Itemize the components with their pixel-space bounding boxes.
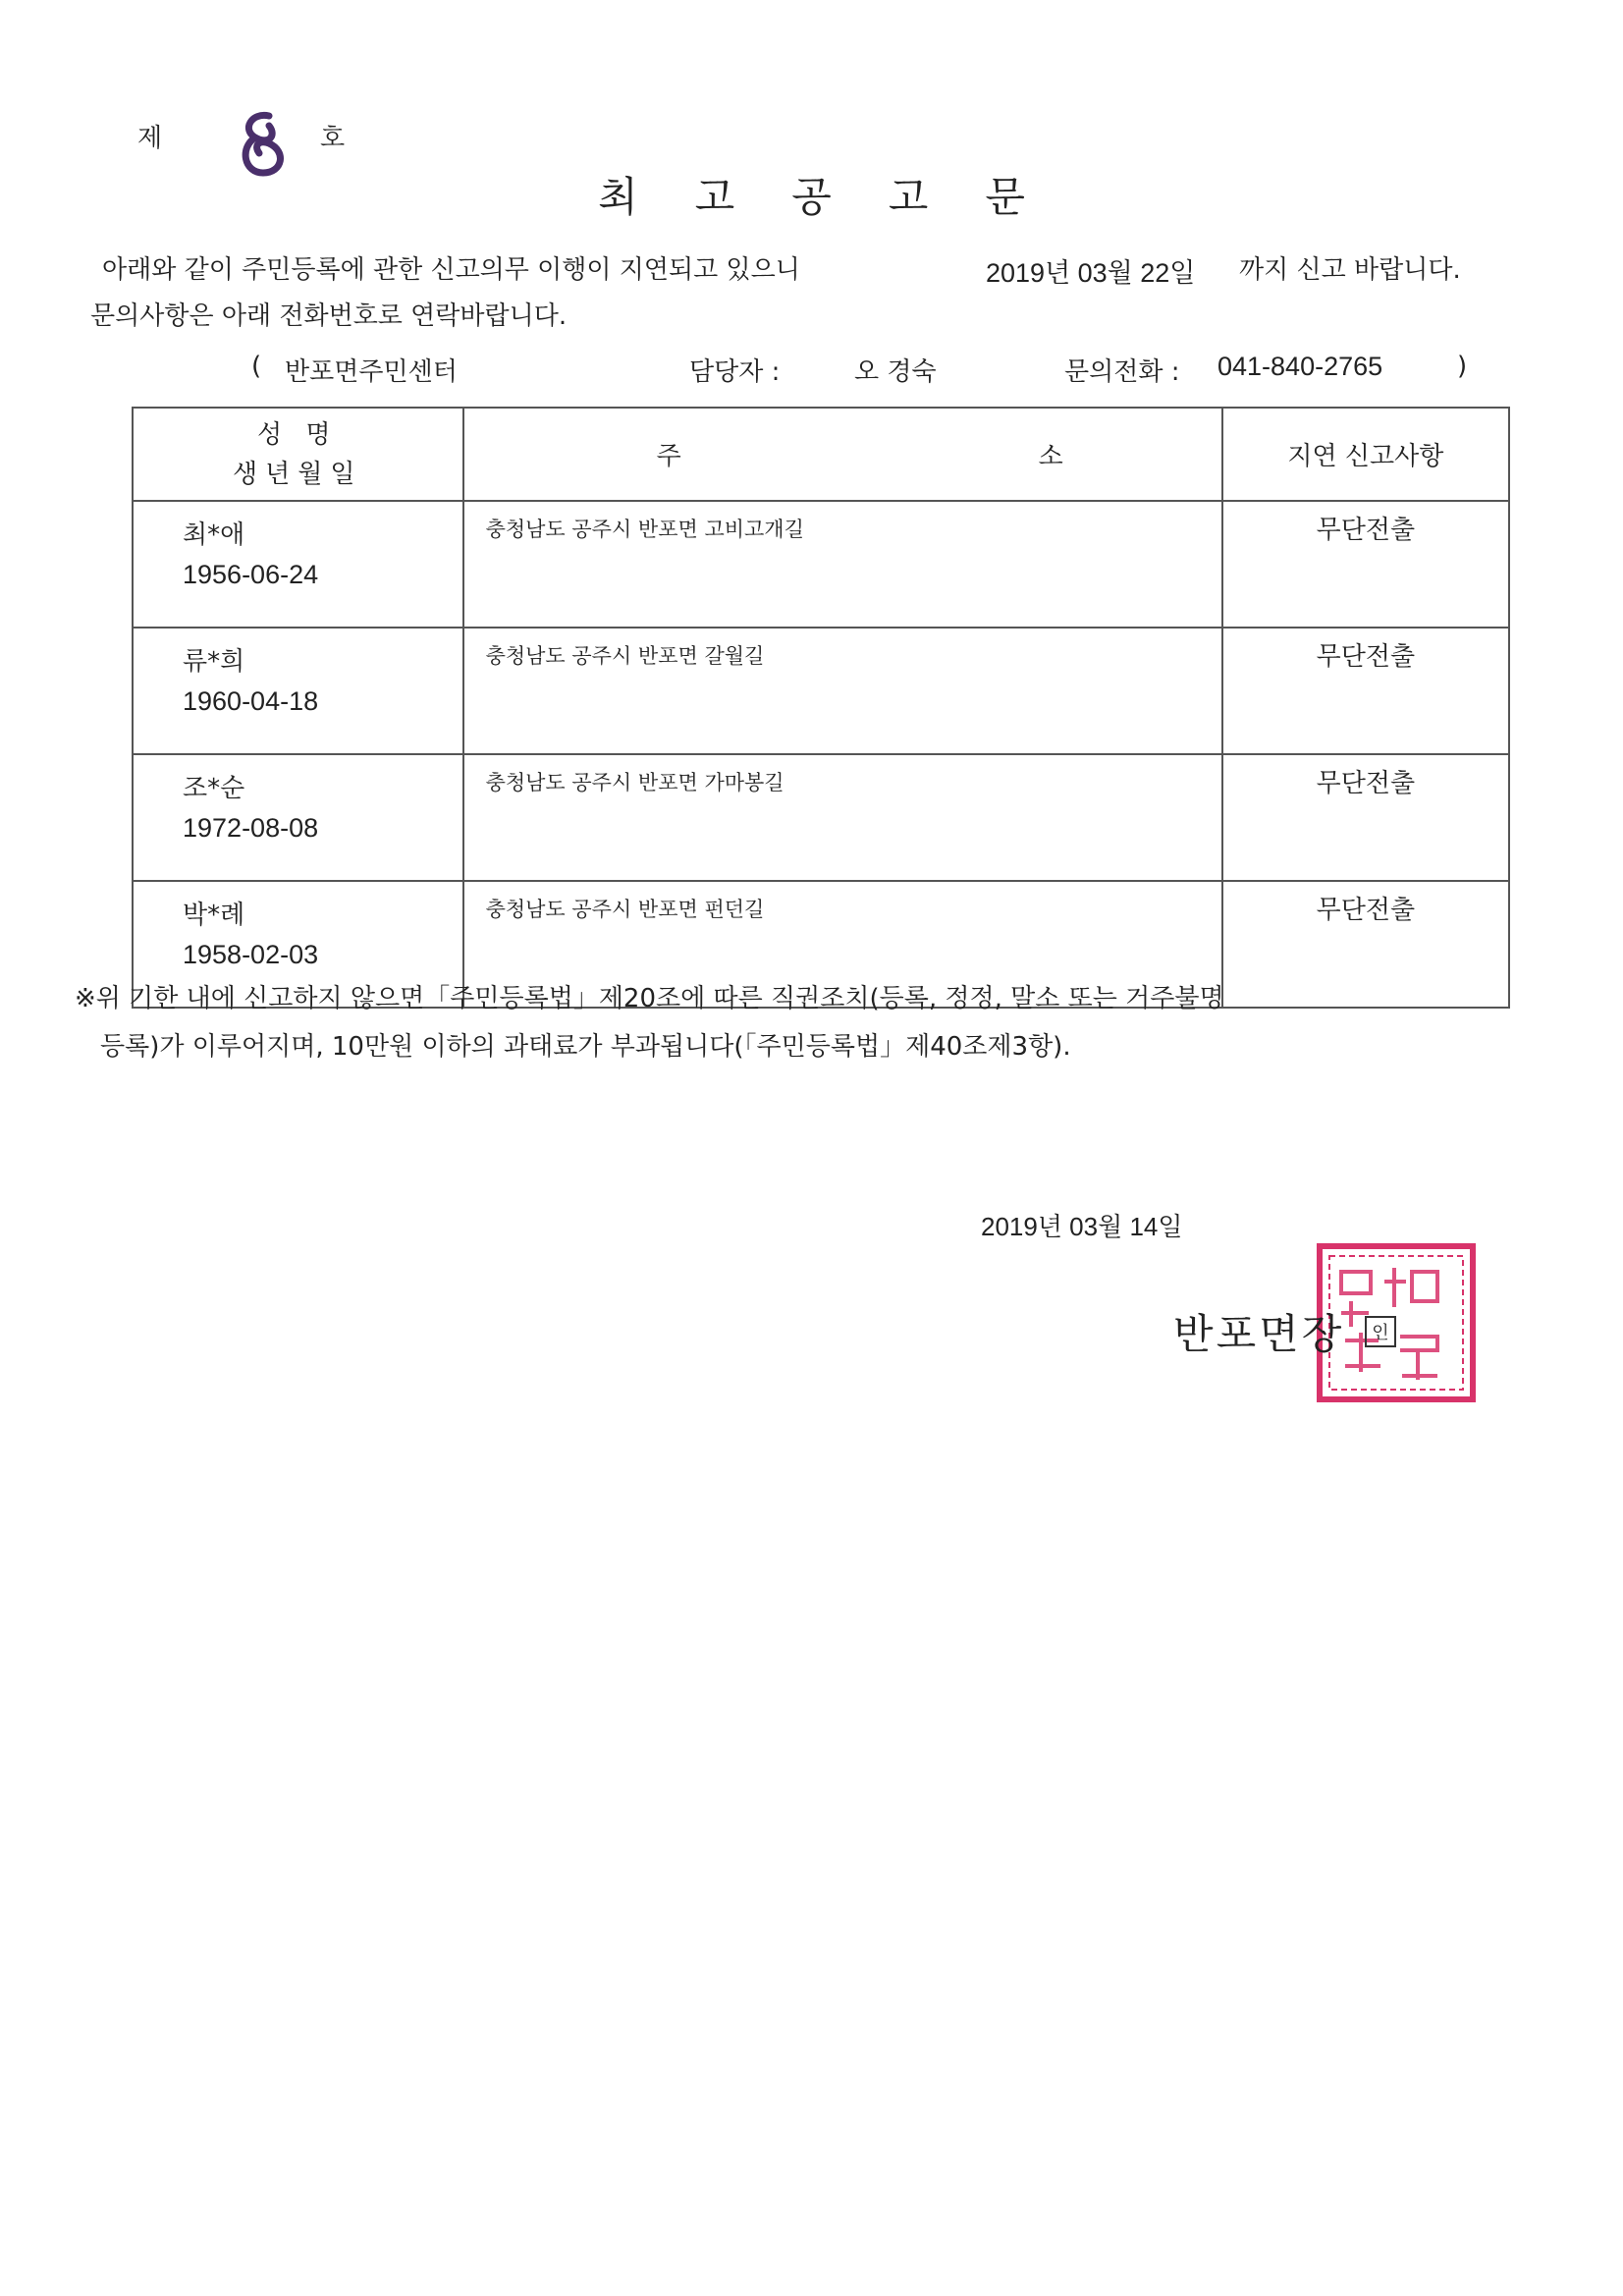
person-address: 충청남도 공주시 반포면 갈월길 <box>463 628 1222 754</box>
contact-phone: 041-840-2765 <box>1217 352 1383 381</box>
contact-manager-name: 오 경숙 <box>854 357 937 387</box>
issue-date: 2019년 03월 14일 <box>981 1212 1183 1241</box>
contact-office: 반포면주민센터 <box>285 357 458 387</box>
person-dob: 1972-08-08 <box>183 813 319 843</box>
person-name: 류*희 <box>183 647 245 677</box>
cell-name-dob <box>133 628 463 754</box>
intro-line1-end: 까지 신고 바랍니다. <box>1239 255 1461 285</box>
header-name: 성 명 <box>257 419 339 450</box>
person-name: 박*례 <box>183 901 245 930</box>
person-note: 무단전출 <box>1222 754 1509 881</box>
cell-name-dob <box>133 501 463 628</box>
header-address-a: 주 <box>656 442 681 471</box>
document-title: 최고공고문 <box>598 173 1082 221</box>
seal-mark: 인 <box>1365 1316 1396 1347</box>
legal-notice-line1: ※위 기한 내에 신고하지 않으면「주민등록법」제20조에 따른 직권조치(등록, 정정, 말소 또는 거주불명 <box>75 984 1224 1013</box>
doc-number-prefix: 제 <box>137 124 163 153</box>
cell-name-dob <box>133 754 463 881</box>
report-deadline: 2019년 03월 22일 <box>986 258 1196 288</box>
person-note: 무단전출 <box>1222 628 1509 754</box>
person-address: 충청남도 공주시 반포면 가마봉길 <box>463 754 1222 881</box>
contact-open-paren: ( <box>251 352 262 381</box>
header-address-b: 소 <box>1038 442 1063 471</box>
table-row <box>133 628 1509 754</box>
signer-title: 반포면장 <box>1173 1310 1345 1358</box>
contact-close-paren: ) <box>1457 352 1468 381</box>
table-row <box>133 754 1509 881</box>
person-address: 충청남도 공주시 반포면 펀던길 <box>463 881 1222 1008</box>
contact-info <box>251 352 1469 387</box>
table-row <box>133 501 1509 628</box>
table-header-row <box>133 408 1509 501</box>
overdue-report-table <box>132 407 1510 1009</box>
person-dob: 1960-04-18 <box>183 686 319 716</box>
person-name: 조*순 <box>183 774 245 803</box>
person-note: 무단전출 <box>1222 501 1509 628</box>
legal-notice-line2: 등록)가 이루어지며, 10만원 이하의 과태료가 부과됩니다(「주민등록법」제40조제3항). <box>100 1032 1071 1062</box>
person-note: 무단전출 <box>1222 881 1509 1008</box>
doc-number-suffix: 호 <box>320 124 346 153</box>
contact-manager-label: 담당자 : <box>689 357 781 387</box>
person-dob: 1956-06-24 <box>183 560 319 589</box>
person-address: 충청남도 공주시 반포면 고비고개길 <box>463 501 1222 628</box>
person-dob: 1958-02-03 <box>183 940 319 969</box>
intro-line2: 문의사항은 아래 전화번호로 연락바랍니다. <box>90 301 568 331</box>
person-name: 최*애 <box>183 520 245 550</box>
intro-line1: 아래와 같이 주민등록에 관한 신고의무 이행이 지연되고 있으니 <box>102 255 800 285</box>
contact-phone-label: 문의전화 : <box>1064 357 1180 387</box>
header-note: 지연 신고사항 <box>1222 408 1509 501</box>
header-dob: 생년월일 <box>233 459 363 489</box>
header-name-dob <box>133 408 463 501</box>
header-address <box>463 408 1222 501</box>
